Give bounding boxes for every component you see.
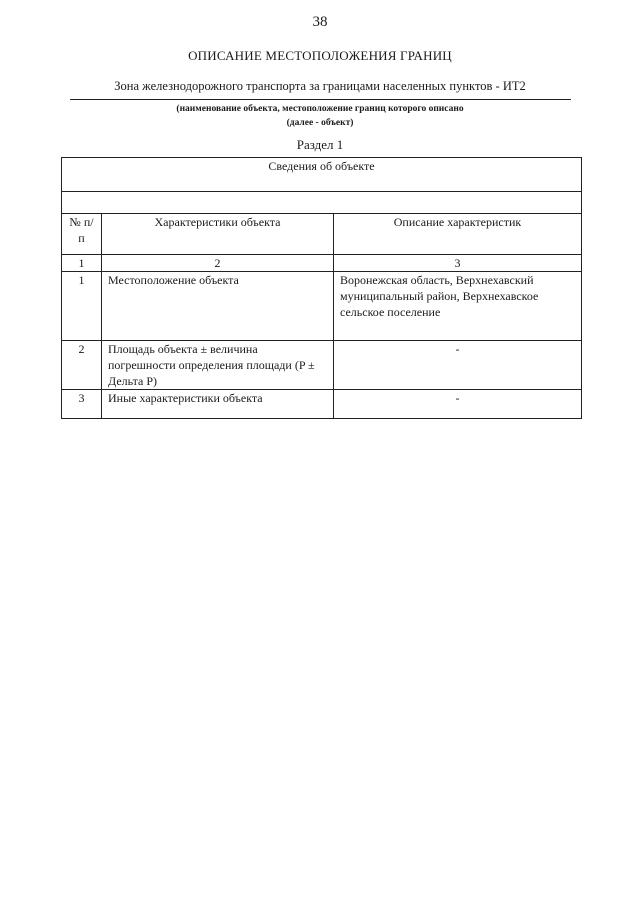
- row-number: 1: [62, 272, 102, 341]
- empty-cell: [62, 192, 582, 214]
- column-number-row: [62, 255, 582, 272]
- table-empty-row: [62, 192, 582, 214]
- row-characteristic: Местоположение объекта: [102, 272, 334, 341]
- row-characteristic: Площадь объекта ± величина погрешности определения площади (P ± Дельта P): [102, 341, 334, 390]
- table-header-row: [62, 158, 582, 192]
- table-header: Сведения об объекте: [62, 158, 582, 192]
- document-title: ОПИСАНИЕ МЕСТОПОЛОЖЕНИЯ ГРАНИЦ: [188, 48, 452, 63]
- column-header-row: [62, 214, 582, 255]
- underline-rule: [70, 99, 571, 100]
- column-header-description: Описание характеристик: [334, 214, 582, 255]
- column-number: 3: [334, 255, 582, 272]
- page-number: 38: [312, 14, 328, 30]
- section-heading: Раздел 1: [296, 137, 344, 152]
- row-description: Воронежская область, Верхнехавский муниципальный район, Верхнехавское сельское поселение: [334, 272, 582, 341]
- column-header-characteristic: Характеристики объекта: [102, 214, 334, 255]
- table-row: [62, 341, 582, 390]
- row-characteristic: Иные характеристики объекта: [102, 390, 334, 419]
- object-note-line-1: (наименование объекта, местоположение границ которого описано: [176, 104, 464, 114]
- row-description: -: [334, 390, 582, 419]
- object-info-table: [61, 157, 582, 419]
- table-row: [62, 390, 582, 419]
- column-header-number: № п/п: [62, 214, 102, 255]
- zone-name: Зона железнодорожного транспорта за границами населенных пунктов - ИТ2: [114, 79, 526, 93]
- row-description: -: [334, 341, 582, 390]
- column-number: 1: [62, 255, 102, 272]
- row-number: 3: [62, 390, 102, 419]
- table-row: [62, 272, 582, 341]
- row-number: 2: [62, 341, 102, 390]
- column-number: 2: [102, 255, 334, 272]
- object-note-line-2: (далее - объект): [286, 118, 354, 128]
